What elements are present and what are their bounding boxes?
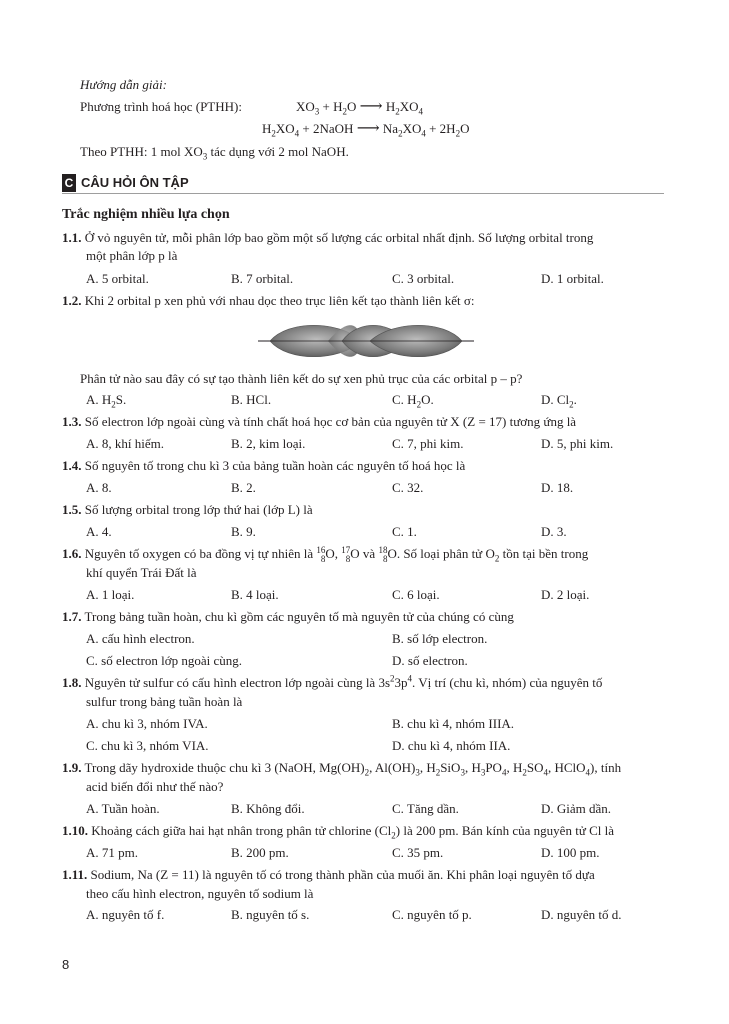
option-d: D. chu kì 4, nhóm IIA. (392, 738, 511, 753)
option-b: B. 200 pm. (231, 845, 289, 860)
arrow-icon: ⟶ (359, 98, 383, 115)
option-a: A. chu kì 3, nhóm IVA. (86, 716, 208, 731)
question-1-7: 1.7. Trong bảng tuần hoàn, chu kì gồm các nguyên tố mà nguyên tử của chúng có cùng (62, 609, 514, 624)
option-d: D. 1 orbital. (541, 271, 604, 286)
option-c: C. Tăng dần. (392, 801, 459, 816)
question-1-3: 1.3. Số electron lớp ngoài cùng và tính chất hoá học cơ bản của nguyên tử X (Z = 17) tương ứng là (62, 414, 577, 429)
question-1-2: 1.2. Khi 2 orbital p xen phủ với nhau dọc theo trục liên kết tạo thành liên kết σ: (62, 293, 475, 308)
question-1-5: 1.5. Số lượng orbital trong lớp thứ hai (lớp L) là (62, 502, 313, 517)
guide-conclusion: Theo PTHH: 1 mol $XO_3$ tác dụng với 2 mol NaOH. (80, 144, 349, 162)
option-c: C. nguyên tố p. (392, 907, 472, 922)
section-letter-badge: C (62, 174, 76, 192)
question-1-6-cont: khí quyển Trái Đất là (86, 565, 197, 580)
option-a: A. 71 pm. (86, 845, 138, 860)
question-1-1-cont: một phân lớp p là (86, 248, 178, 263)
option-b: B. 7 orbital. (231, 271, 294, 286)
question-1-4: 1.4. Số nguyên tố trong chu kì 3 của bảng tuần hoàn các nguyên tố hoá học là (62, 458, 466, 473)
question-1-9: 1.9. Trong dãy hydroxide thuộc chu kì 3 (NaOH, $Mg(OH)_2$, $Al(OH)_3$, $H_2SiO_3$, $H_3PO_4$, $H_2SO_4$, HClO$_4$), tính (62, 760, 622, 778)
section-divider (62, 193, 664, 194)
equation-2: $H_2XO_4$ + 2NaOH ⟶ $Na_2XO_4 + 2H_2O$ (262, 120, 470, 139)
option-d: D. 5, phi kim. (541, 436, 614, 451)
option-d: D. Giảm dần. (541, 801, 612, 816)
option-a: A. cấu hình electron. (86, 631, 195, 646)
option-b: B. số lớp electron. (392, 631, 488, 646)
question-1-8: 1.8. Nguyên tử sulfur có cấu hình electron lớp ngoài cùng là $3s^23p^4$. Vị trí (chu kì, nhóm) của nguyên tố (62, 673, 603, 690)
option-a: A. $H_2S$. (86, 392, 127, 410)
option-c: C. 35 pm. (392, 845, 444, 860)
question-1-10: 1.10. Khoảng cách giữa hai hạt nhân trong phân tử chlorine $(Cl_2)$ là 200 pm. Bán kính của nguyên tử Cl là (62, 823, 615, 841)
option-b: B. Không đổi. (231, 801, 305, 816)
option-d: D. nguyên tố d. (541, 907, 622, 922)
option-c: C. chu kì 3, nhóm VIA. (86, 738, 209, 753)
option-b: B. 2, kim loại. (231, 436, 306, 451)
guide-title: Hướng dẫn giải: (80, 77, 167, 92)
question-1-1: 1.1. Ở vỏ nguyên tử, mỗi phân lớp bao gồm một số lượng các orbital nhất định. Số lượng orbital trong (62, 230, 594, 245)
option-b: B. nguyên tố s. (231, 907, 310, 922)
option-a: A. 5 orbital. (86, 271, 149, 286)
page-number: 8 (62, 957, 70, 972)
option-d: D. $Cl_2$. (541, 392, 577, 410)
option-a: A. 8, khí hiếm. (86, 436, 164, 451)
question-1-11: 1.11. Sodium, Na (Z = 11) là nguyên tố có trong thành phần của muối ăn. Khi phân loại nguyên tố dựa (62, 867, 595, 882)
option-c: C. 7, phi kim. (392, 436, 464, 451)
question-1-9-cont: acid biến đổi như thế nào? (86, 779, 224, 794)
option-d: D. 18. (541, 480, 574, 495)
question-1-2-cont: Phân tử nào sau đây có sự tạo thành liên kết do sự xen phủ trục của các orbital p – p? (80, 371, 523, 386)
option-b: B. chu kì 4, nhóm IIIA. (392, 716, 515, 731)
option-d: D. 2 loại. (541, 587, 590, 602)
arrow-icon: ⟶ (356, 120, 380, 137)
option-d: D. 100 pm. (541, 845, 600, 860)
option-a: A. 1 loại. (86, 587, 135, 602)
option-a: A. Tuần hoàn. (86, 801, 160, 816)
option-d: D. số electron. (392, 653, 468, 668)
option-c: C. $H_2O$. (392, 392, 434, 410)
option-a: A. 8. (86, 480, 112, 495)
question-1-8-cont: sulfur trong bảng tuần hoàn là (86, 694, 243, 709)
option-c: C. 1. (392, 524, 417, 539)
option-b: B. 9. (231, 524, 256, 539)
question-1-6: 1.6. Nguyên tố oxygen có ba đồng vị tự nhiên là 16 8 O, 17 8 O và 18 8 O. Số loại phân tử $O_2$ tồn tại bền trong (62, 545, 589, 565)
option-c: C. 32. (392, 480, 424, 495)
option-b: B. 2. (231, 480, 256, 495)
section-title: CÂU HỎI ÔN TẬP (81, 175, 189, 190)
option-b: B. 4 loại. (231, 587, 279, 602)
subsection-title: Trắc nghiệm nhiều lựa chọn (62, 207, 230, 222)
option-b: B. HCl. (231, 392, 272, 407)
option-d: D. 3. (541, 524, 567, 539)
option-c: C. 6 loại. (392, 587, 440, 602)
p-orbital-overlap-diagram (258, 318, 474, 364)
option-c: C. 3 orbital. (392, 271, 455, 286)
question-1-11-cont: theo cấu hình electron, nguyên tố sodium là (86, 886, 314, 901)
option-c: C. số electron lớp ngoài cùng. (86, 653, 242, 668)
section-header (62, 174, 664, 194)
equation-1: $XO_3 + H_2O$ ⟶ $H_2XO_4$ (296, 98, 424, 117)
option-a: A. 4. (86, 524, 112, 539)
pthh-label: Phương trình hoá học (PTHH): (80, 99, 242, 114)
option-a: A. nguyên tố f. (86, 907, 165, 922)
